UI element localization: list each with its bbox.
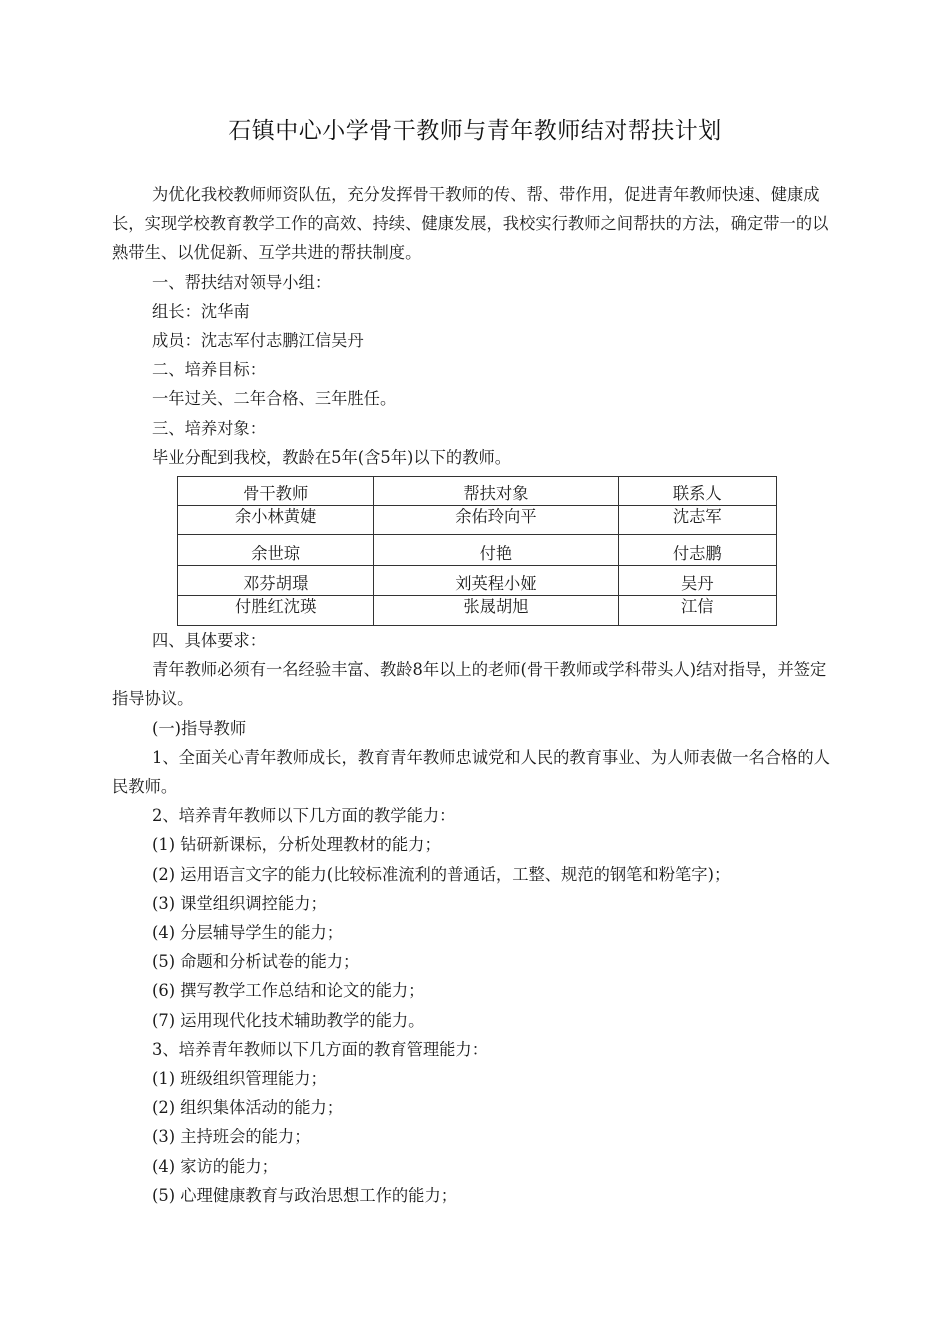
table-cell: 付志鹏	[618, 535, 777, 566]
table-row	[178, 566, 777, 596]
table-row	[178, 596, 777, 626]
teaching-ability-item: (7) 运用现代化技术辅助教学的能力。	[152, 1010, 425, 1030]
document-title: 石镇中心小学骨干教师与青年教师结对帮扶计划	[228, 118, 722, 144]
intro-paragraph: 为优化我校教师师资队伍，充分发挥骨干教师的传、帮、带作用，促进青年教师快速、健康成长，实现学校教育教学工作的高效、持续、健康发展，我校实行教师之间帮扶的方法，确定带一的以熟带生、以优促新、互学共进的帮扶制度。	[112, 185, 829, 263]
teaching-ability-item: (2) 运用语言文字的能力(比较标准流利的普通话，工整、规范的钢笔和粉笔字)；	[152, 864, 731, 884]
table-header-row	[178, 477, 777, 506]
table-cell: 余小林黄婕	[178, 506, 374, 535]
table-header-cell: 联系人	[618, 477, 777, 506]
table-cell: 张晟胡旭	[374, 596, 618, 626]
table-cell: 余佑玲向平	[374, 506, 618, 535]
teaching-ability-item: (5) 命题和分析试卷的能力；	[152, 952, 360, 972]
section-heading-targets: 三、培养对象：	[152, 418, 266, 438]
goal-line: 一年过关、二年合格、三年胜任。	[152, 389, 397, 409]
table-row	[178, 506, 777, 535]
section-heading-requirements: 四、具体要求：	[152, 631, 266, 650]
section-heading-leadership: 一、帮扶结对领导小组：	[152, 272, 332, 292]
teaching-ability-item: (1) 钻研新课标，分析处理教材的能力；	[152, 835, 441, 855]
table-row	[178, 535, 777, 566]
management-ability-item: (4) 家访的能力；	[152, 1156, 278, 1176]
document-body-top	[112, 180, 842, 472]
section-heading-goals: 二、培养目标：	[152, 360, 266, 380]
document-body-bottom	[112, 626, 842, 1210]
table-cell: 刘英程小娅	[374, 566, 618, 596]
table-header-cell: 骨干教师	[178, 477, 374, 506]
requirement-paragraph: 青年教师必须有一名经验丰富、教龄8年以上的老师(骨干教师或学科带头人)结对指导，并签定指导协议。	[112, 660, 827, 709]
teaching-ability-item: (3) 课堂组织调控能力；	[152, 893, 327, 913]
table-cell: 余世琼	[178, 535, 374, 566]
pairing-table	[177, 476, 777, 626]
sub-heading-mentor: (一)指导教师	[152, 718, 247, 738]
management-ability-item: (2) 组织集体活动的能力；	[152, 1098, 344, 1118]
teaching-ability-item: (6) 撰写教学工作总结和论文的能力；	[152, 981, 425, 1001]
item-1-paragraph: 1、全面关心青年教师成长，教育青年教师忠诚党和人民的教育事业、为人师表做一名合格的人民教师。	[112, 747, 830, 797]
table-cell: 沈志军	[618, 506, 777, 535]
management-ability-item: (1) 班级组织管理能力；	[152, 1069, 327, 1089]
table-cell: 吴丹	[618, 566, 777, 596]
management-ability-item: (3) 主持班会的能力；	[152, 1127, 311, 1147]
table-header-cell: 帮扶对象	[374, 477, 618, 506]
table-cell: 江信	[618, 596, 777, 626]
management-ability-item: (5) 心理健康教育与政治思想工作的能力；	[152, 1185, 458, 1205]
item-3-heading: 3、培养青年教师以下几方面的教育管理能力：	[152, 1039, 488, 1059]
item-2-heading: 2、培养青年教师以下几方面的教学能力：	[152, 806, 456, 826]
target-line: 毕业分配到我校，教龄在5年(含5年)以下的教师。	[152, 447, 512, 467]
teaching-ability-item: (4) 分层辅导学生的能力；	[152, 923, 344, 943]
members-line: 成员：沈志军付志鹏江信吴丹	[152, 331, 364, 351]
table-cell: 付胜红沈瑛	[178, 596, 374, 626]
leader-line: 组长：沈华南	[152, 301, 250, 321]
table-cell: 邓芬胡璟	[178, 566, 374, 596]
table-cell: 付艳	[374, 535, 618, 566]
